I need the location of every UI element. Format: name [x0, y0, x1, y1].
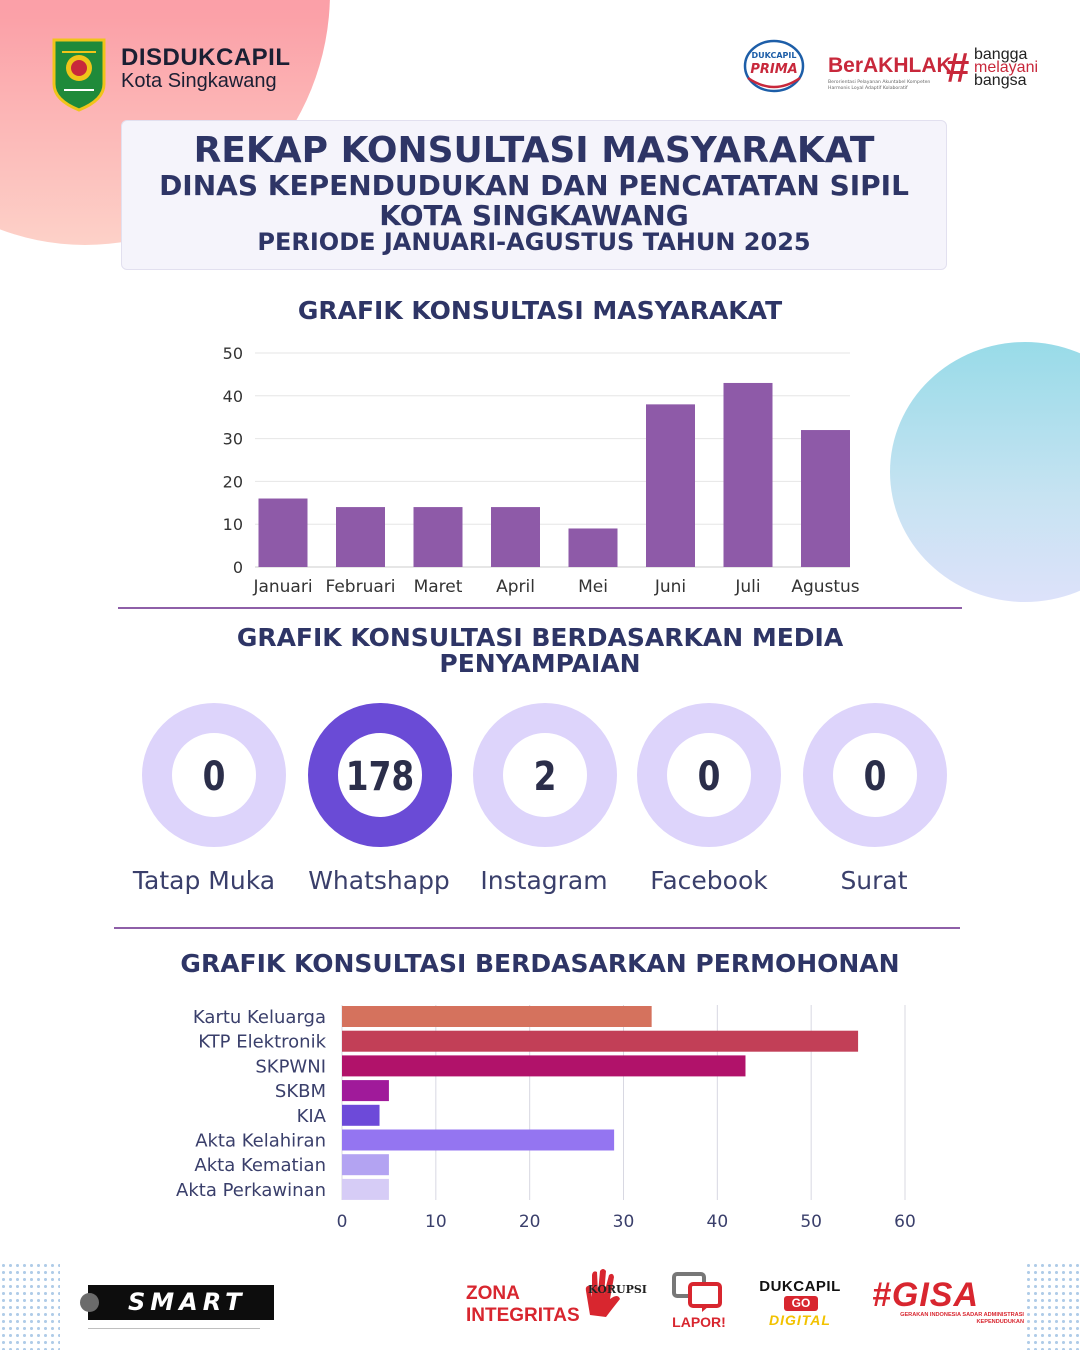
permohonan-bar-akta-kelahiran — [342, 1130, 614, 1151]
dukcapil-go-digital-logo — [748, 1278, 852, 1334]
lapor-text: LAPOR! — [672, 1314, 726, 1330]
monthly-ytick-label: 30 — [222, 429, 243, 449]
donut-value-label: 0 — [863, 752, 887, 800]
media-label-whatshapp: Whatshapp — [308, 866, 450, 895]
donut-value-label: 2 — [533, 752, 557, 800]
lapor-logo — [668, 1272, 730, 1334]
smart-underline — [88, 1328, 260, 1329]
media-chart-title-line1: GRAFIK KONSULTASI BERDASARKAN MEDIA — [236, 623, 844, 652]
permohonan-category-label: SKBM — [274, 1081, 326, 1103]
go-digital-digital-text: DIGITAL — [769, 1312, 831, 1328]
permohonan-bar-akta-kematian — [342, 1154, 389, 1175]
gisa-text: #GISA — [872, 1276, 980, 1314]
header-title: REKAP KONSULTASI MASYARAKAT — [193, 130, 875, 171]
monthly-xtick-label: Maret — [413, 577, 463, 597]
monthly-xtick-label: Juli — [735, 577, 761, 597]
chat-bubbles-icon — [672, 1272, 724, 1312]
permohonan-bar-akta-perkawinan — [342, 1179, 389, 1200]
monthly-ytick-label: 10 — [222, 515, 243, 535]
media-label-surat: Surat — [840, 866, 908, 895]
monthly-ytick-label: 50 — [222, 344, 243, 363]
header-agency: DINAS KEPENDUDUKAN DAN PENCATATAN SIPIL — [159, 169, 909, 202]
permohonan-xtick-label: 10 — [425, 1212, 447, 1232]
donut-value-label: 0 — [697, 752, 721, 800]
berakhlak-word: BerAKHLAK — [828, 54, 952, 77]
monthly-chart-title: GRAFIK KONSULTASI MASYARAKAT — [297, 296, 783, 325]
monthly-ytick-label: 40 — [222, 386, 243, 406]
permohonan-bar-ktp-elektronik — [342, 1031, 858, 1052]
monthly-ytick-label: 20 — [222, 472, 243, 492]
gisa-subtitle: GERAKAN INDONESIA SADAR ADMINISTRASI KEPENDUDUKAN — [900, 1312, 1024, 1325]
zona-text: ZONA — [466, 1283, 520, 1304]
media-label-facebook: Facebook — [650, 866, 768, 895]
prima-main-text: PRIMA — [750, 62, 798, 77]
monthly-xtick-label: Januari — [253, 577, 313, 597]
header-city: KOTA SINGKAWANG — [379, 199, 689, 232]
berakhlak-tagline: Berorientasi Pelayanan Akuntabel Kompeten Harmonis Loyal Adaptif Kolaboratif — [828, 80, 931, 91]
melayani-text: melayani — [974, 59, 1039, 76]
monthly-xtick-label: Februari — [325, 577, 396, 597]
monthly-xtick-label: Mei — [578, 577, 608, 597]
hashtag-mark: # — [946, 44, 970, 91]
go-digital-dukcapil-text: DUKCAPIL — [759, 1278, 841, 1295]
permohonan-bar-skbm — [342, 1080, 389, 1101]
integritas-text: INTEGRITAS — [466, 1305, 580, 1326]
permohonan-category-label: Akta Kelahiran — [195, 1130, 326, 1152]
smart-badge — [88, 1285, 274, 1320]
permohonan-category-label: KTP Elektronik — [198, 1031, 326, 1053]
decor-dots-right — [1025, 1262, 1080, 1350]
permohonan-xtick-label: 20 — [518, 1212, 541, 1232]
media-label-instagram: Instagram — [480, 866, 608, 895]
monthly-xtick-label: Juni — [654, 577, 687, 597]
permohonan-xtick-label: 60 — [894, 1212, 916, 1232]
decor-dots-left — [0, 1262, 60, 1350]
monthly-xtick-label: April — [496, 577, 535, 597]
zona-integritas-logo — [466, 1283, 652, 1333]
permohonan-chart-title: GRAFIK KONSULTASI BERDASARKAN PERMOHONAN — [180, 949, 900, 978]
permohonan-category-label: Akta Kematian — [194, 1155, 326, 1177]
permohonan-category-label: Akta Perkawinan — [176, 1179, 326, 1201]
go-digital-go-text: GO — [784, 1296, 818, 1311]
bangga-text: bangga — [974, 46, 1028, 63]
permohonan-bar-skpwni — [342, 1055, 745, 1076]
monthly-ytick-label: 0 — [232, 558, 243, 577]
korupsi-text: KORUPSI — [588, 1283, 647, 1296]
permohonan-category-label: Kartu Keluarga — [192, 1007, 326, 1028]
media-label-tatap-muka: Tatap Muka — [132, 866, 276, 895]
permohonan-bar-kia — [342, 1105, 380, 1126]
brand-name: DISDUKCAPIL — [121, 44, 291, 71]
monthly-xtick-label: Agustus — [791, 577, 860, 597]
permohonan-category-label: SKPWNI — [255, 1056, 326, 1078]
smart-text: SMART — [128, 1288, 247, 1316]
permohonan-category-label: KIA — [296, 1105, 326, 1127]
donut-value-label: 178 — [345, 752, 415, 800]
permohonan-bar-kartu-keluarga — [342, 1006, 652, 1027]
smart-dot-icon — [80, 1293, 99, 1312]
permohonan-xtick-label: 40 — [706, 1212, 729, 1232]
bangsa-text: bangsa — [974, 72, 1027, 89]
brand-city: Kota Singkawang — [121, 70, 277, 92]
prima-top-text: DUKCAPIL — [751, 51, 797, 60]
permohonan-xtick-label: 30 — [612, 1212, 635, 1232]
gisa-logo — [872, 1276, 1024, 1330]
media-chart-title-line2: PENYAMPAIAN — [439, 649, 641, 678]
permohonan-xtick-label: 50 — [800, 1212, 822, 1232]
header-period: PERIODE JANUARI-AGUSTUS TAHUN 2025 — [257, 228, 811, 256]
permohonan-xtick-label: 0 — [336, 1212, 348, 1232]
donut-value-label: 0 — [202, 752, 226, 800]
